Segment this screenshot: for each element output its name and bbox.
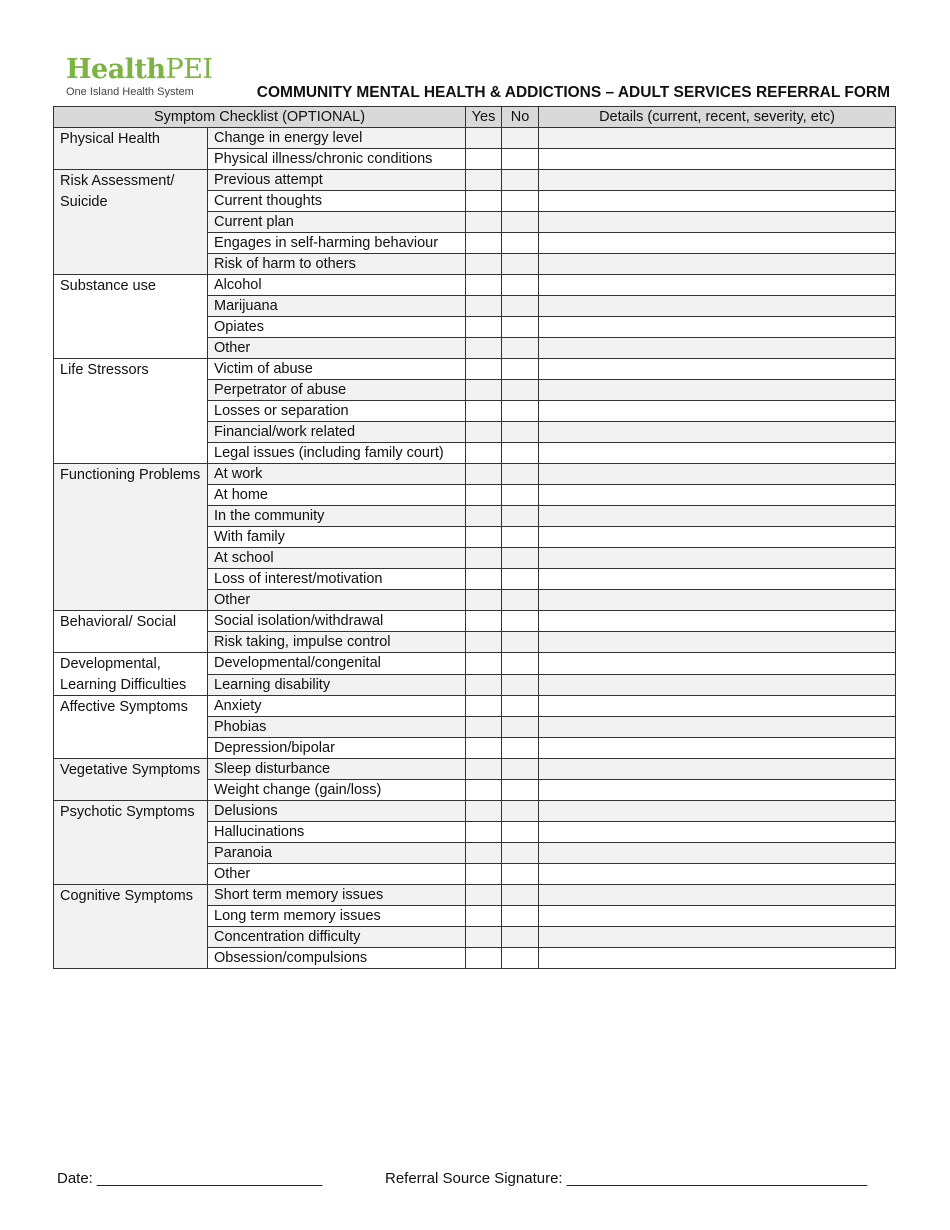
details-cell[interactable] bbox=[539, 527, 896, 548]
yes-checkbox-cell[interactable] bbox=[466, 738, 502, 759]
details-cell[interactable] bbox=[539, 254, 896, 275]
yes-checkbox-cell[interactable] bbox=[466, 338, 502, 359]
symptom-cell: Social isolation/withdrawal bbox=[208, 611, 466, 632]
symptom-cell: Victim of abuse bbox=[208, 359, 466, 380]
details-cell[interactable] bbox=[539, 590, 896, 611]
yes-checkbox-cell[interactable] bbox=[466, 548, 502, 569]
symptom-cell: Hallucinations bbox=[208, 822, 466, 843]
yes-checkbox-cell[interactable] bbox=[466, 906, 502, 927]
details-cell[interactable] bbox=[539, 338, 896, 359]
yes-checkbox-cell[interactable] bbox=[466, 632, 502, 653]
no-checkbox-cell[interactable] bbox=[502, 632, 539, 653]
table-row bbox=[54, 696, 896, 717]
yes-checkbox-cell[interactable] bbox=[466, 759, 502, 780]
no-checkbox-cell[interactable] bbox=[502, 233, 539, 254]
table-row bbox=[54, 611, 896, 632]
details-cell[interactable] bbox=[539, 885, 896, 906]
symptom-cell: Change in energy level bbox=[208, 128, 466, 149]
details-cell[interactable] bbox=[539, 864, 896, 885]
logo-brand-health: Health bbox=[66, 54, 166, 85]
checklist-body bbox=[54, 128, 896, 969]
table-row bbox=[54, 885, 896, 906]
symptom-cell: Weight change (gain/loss) bbox=[208, 780, 466, 801]
yes-checkbox-cell[interactable] bbox=[466, 464, 502, 485]
no-checkbox-cell[interactable] bbox=[502, 569, 539, 590]
header-symptom-checklist: Symptom Checklist (OPTIONAL) bbox=[54, 107, 466, 128]
symptom-cell: At work bbox=[208, 464, 466, 485]
yes-checkbox-cell[interactable] bbox=[466, 212, 502, 233]
details-cell[interactable] bbox=[539, 843, 896, 864]
no-checkbox-cell[interactable] bbox=[502, 443, 539, 464]
category-cell: Functioning Problems bbox=[54, 464, 208, 611]
no-checkbox-cell[interactable] bbox=[502, 548, 539, 569]
no-checkbox-cell[interactable] bbox=[502, 296, 539, 317]
category-cell: Life Stressors bbox=[54, 359, 208, 464]
header-details: Details (current, recent, severity, etc) bbox=[539, 107, 896, 128]
symptom-cell: Risk taking, impulse control bbox=[208, 632, 466, 653]
no-checkbox-cell[interactable] bbox=[502, 822, 539, 843]
symptom-cell: Sleep disturbance bbox=[208, 759, 466, 780]
details-cell[interactable] bbox=[539, 422, 896, 443]
symptom-cell: Engages in self-harming behaviour bbox=[208, 233, 466, 254]
table-row bbox=[54, 275, 896, 296]
symptom-cell: Other bbox=[208, 590, 466, 611]
no-checkbox-cell[interactable] bbox=[502, 717, 539, 738]
no-checkbox-cell[interactable] bbox=[502, 422, 539, 443]
no-checkbox-cell[interactable] bbox=[502, 759, 539, 780]
symptom-cell: Legal issues (including family court) bbox=[208, 443, 466, 464]
category-cell: Risk Assessment/ Suicide bbox=[54, 170, 208, 275]
category-cell: Physical Health bbox=[54, 128, 208, 170]
no-checkbox-cell[interactable] bbox=[502, 801, 539, 822]
no-checkbox-cell[interactable] bbox=[502, 738, 539, 759]
logo-tagline: One Island Health System bbox=[66, 86, 194, 98]
symptom-cell: Alcohol bbox=[208, 275, 466, 296]
symptom-cell: Physical illness/chronic conditions bbox=[208, 149, 466, 170]
yes-checkbox-cell[interactable] bbox=[466, 422, 502, 443]
details-cell[interactable] bbox=[539, 128, 896, 149]
symptom-cell: Obsession/compulsions bbox=[208, 948, 466, 969]
yes-checkbox-cell[interactable] bbox=[466, 443, 502, 464]
symptom-cell: Marijuana bbox=[208, 296, 466, 317]
table-row bbox=[54, 170, 896, 191]
yes-checkbox-cell[interactable] bbox=[466, 233, 502, 254]
details-cell[interactable] bbox=[539, 948, 896, 969]
table-header-row bbox=[54, 107, 896, 128]
yes-checkbox-cell[interactable] bbox=[466, 780, 502, 801]
logo-brand-pei: PEI bbox=[165, 54, 213, 85]
details-cell[interactable] bbox=[539, 696, 896, 717]
details-cell[interactable] bbox=[539, 170, 896, 191]
table-row bbox=[54, 359, 896, 380]
yes-checkbox-cell[interactable] bbox=[466, 569, 502, 590]
no-checkbox-cell[interactable] bbox=[502, 464, 539, 485]
no-checkbox-cell[interactable] bbox=[502, 191, 539, 212]
yes-checkbox-cell[interactable] bbox=[466, 359, 502, 380]
form-title: COMMUNITY MENTAL HEALTH & ADDICTIONS – ADULT SERVICES REFERRAL FORM bbox=[256, 84, 890, 101]
yes-checkbox-cell[interactable] bbox=[466, 401, 502, 422]
details-cell[interactable] bbox=[539, 296, 896, 317]
symptom-cell: Risk of harm to others bbox=[208, 254, 466, 275]
yes-checkbox-cell[interactable] bbox=[466, 527, 502, 548]
no-checkbox-cell[interactable] bbox=[502, 948, 539, 969]
yes-checkbox-cell[interactable] bbox=[466, 380, 502, 401]
yes-checkbox-cell[interactable] bbox=[466, 296, 502, 317]
category-cell: Behavioral/ Social bbox=[54, 611, 208, 653]
symptom-cell: Paranoia bbox=[208, 843, 466, 864]
no-checkbox-cell[interactable] bbox=[502, 401, 539, 422]
yes-checkbox-cell[interactable] bbox=[466, 674, 502, 696]
details-cell[interactable] bbox=[539, 632, 896, 653]
yes-checkbox-cell[interactable] bbox=[466, 864, 502, 885]
symptom-cell: At home bbox=[208, 485, 466, 506]
symptom-cell: Previous attempt bbox=[208, 170, 466, 191]
symptom-cell: Developmental/congenital bbox=[208, 653, 466, 675]
yes-checkbox-cell[interactable] bbox=[466, 275, 502, 296]
symptom-cell: Concentration difficulty bbox=[208, 927, 466, 948]
no-checkbox-cell[interactable] bbox=[502, 170, 539, 191]
details-cell[interactable] bbox=[539, 927, 896, 948]
details-cell[interactable] bbox=[539, 674, 896, 696]
details-cell[interactable] bbox=[539, 569, 896, 590]
no-checkbox-cell[interactable] bbox=[502, 275, 539, 296]
no-checkbox-cell[interactable] bbox=[502, 674, 539, 696]
category-cell: Cognitive Symptoms bbox=[54, 885, 208, 969]
details-cell[interactable] bbox=[539, 759, 896, 780]
symptom-cell: Current thoughts bbox=[208, 191, 466, 212]
no-checkbox-cell[interactable] bbox=[502, 653, 539, 675]
yes-checkbox-cell[interactable] bbox=[466, 611, 502, 632]
no-checkbox-cell[interactable] bbox=[502, 212, 539, 233]
details-cell[interactable] bbox=[539, 780, 896, 801]
yes-checkbox-cell[interactable] bbox=[466, 927, 502, 948]
no-checkbox-cell[interactable] bbox=[502, 338, 539, 359]
no-checkbox-cell[interactable] bbox=[502, 885, 539, 906]
symptom-cell: Opiates bbox=[208, 317, 466, 338]
symptom-cell: At school bbox=[208, 548, 466, 569]
details-cell[interactable] bbox=[539, 653, 896, 675]
logo-brand bbox=[66, 55, 213, 85]
details-cell[interactable] bbox=[539, 149, 896, 170]
details-cell[interactable] bbox=[539, 233, 896, 254]
details-cell[interactable] bbox=[539, 506, 896, 527]
yes-checkbox-cell[interactable] bbox=[466, 317, 502, 338]
table-row bbox=[54, 128, 896, 149]
no-checkbox-cell[interactable] bbox=[502, 780, 539, 801]
yes-checkbox-cell[interactable] bbox=[466, 506, 502, 527]
details-cell[interactable] bbox=[539, 443, 896, 464]
symptom-checklist-table bbox=[53, 106, 896, 969]
details-cell[interactable] bbox=[539, 717, 896, 738]
category-cell: Affective Symptoms bbox=[54, 696, 208, 759]
symptom-cell: Long term memory issues bbox=[208, 906, 466, 927]
no-checkbox-cell[interactable] bbox=[502, 380, 539, 401]
details-cell[interactable] bbox=[539, 401, 896, 422]
symptom-cell: Phobias bbox=[208, 717, 466, 738]
no-checkbox-cell[interactable] bbox=[502, 506, 539, 527]
yes-checkbox-cell[interactable] bbox=[466, 948, 502, 969]
symptom-cell: Delusions bbox=[208, 801, 466, 822]
details-cell[interactable] bbox=[539, 275, 896, 296]
no-checkbox-cell[interactable] bbox=[502, 128, 539, 149]
no-checkbox-cell[interactable] bbox=[502, 254, 539, 275]
symptom-cell: Anxiety bbox=[208, 696, 466, 717]
symptom-cell: Depression/bipolar bbox=[208, 738, 466, 759]
no-checkbox-cell[interactable] bbox=[502, 696, 539, 717]
yes-checkbox-cell[interactable] bbox=[466, 191, 502, 212]
header-yes: Yes bbox=[466, 107, 502, 128]
no-checkbox-cell[interactable] bbox=[502, 359, 539, 380]
no-checkbox-cell[interactable] bbox=[502, 864, 539, 885]
header-no: No bbox=[502, 107, 539, 128]
symptom-cell: Losses or separation bbox=[208, 401, 466, 422]
details-cell[interactable] bbox=[539, 359, 896, 380]
symptom-cell: Current plan bbox=[208, 212, 466, 233]
table-row bbox=[54, 801, 896, 822]
symptom-cell: Short term memory issues bbox=[208, 885, 466, 906]
details-cell[interactable] bbox=[539, 801, 896, 822]
table-row bbox=[54, 464, 896, 485]
symptom-cell: Financial/work related bbox=[208, 422, 466, 443]
no-checkbox-cell[interactable] bbox=[502, 527, 539, 548]
no-checkbox-cell[interactable] bbox=[502, 317, 539, 338]
details-cell[interactable] bbox=[539, 906, 896, 927]
details-cell[interactable] bbox=[539, 485, 896, 506]
details-cell[interactable] bbox=[539, 317, 896, 338]
yes-checkbox-cell[interactable] bbox=[466, 696, 502, 717]
no-checkbox-cell[interactable] bbox=[502, 906, 539, 927]
details-cell[interactable] bbox=[539, 380, 896, 401]
symptom-cell: Loss of interest/motivation bbox=[208, 569, 466, 590]
symptom-cell: With family bbox=[208, 527, 466, 548]
details-cell[interactable] bbox=[539, 464, 896, 485]
details-cell[interactable] bbox=[539, 611, 896, 632]
date-field[interactable]: Date: ___________________________ bbox=[57, 1170, 323, 1187]
no-checkbox-cell[interactable] bbox=[502, 485, 539, 506]
yes-checkbox-cell[interactable] bbox=[466, 485, 502, 506]
yes-checkbox-cell[interactable] bbox=[466, 885, 502, 906]
symptom-cell: Learning disability bbox=[208, 674, 466, 696]
yes-checkbox-cell[interactable] bbox=[466, 843, 502, 864]
category-cell: Substance use bbox=[54, 275, 208, 359]
yes-checkbox-cell[interactable] bbox=[466, 801, 502, 822]
yes-checkbox-cell[interactable] bbox=[466, 149, 502, 170]
referral-signature-field[interactable]: Referral Source Signature: ____________________________________ bbox=[385, 1170, 868, 1187]
no-checkbox-cell[interactable] bbox=[502, 927, 539, 948]
yes-checkbox-cell[interactable] bbox=[466, 254, 502, 275]
table-row bbox=[54, 759, 896, 780]
details-cell[interactable] bbox=[539, 822, 896, 843]
symptom-cell: In the community bbox=[208, 506, 466, 527]
yes-checkbox-cell[interactable] bbox=[466, 128, 502, 149]
yes-checkbox-cell[interactable] bbox=[466, 653, 502, 675]
details-cell[interactable] bbox=[539, 212, 896, 233]
symptom-cell: Other bbox=[208, 338, 466, 359]
category-cell: Psychotic Symptoms bbox=[54, 801, 208, 885]
no-checkbox-cell[interactable] bbox=[502, 843, 539, 864]
table-row bbox=[54, 653, 896, 675]
symptom-cell: Other bbox=[208, 864, 466, 885]
category-cell: Vegetative Symptoms bbox=[54, 759, 208, 801]
health-pei-logo bbox=[66, 55, 213, 98]
no-checkbox-cell[interactable] bbox=[502, 611, 539, 632]
yes-checkbox-cell[interactable] bbox=[466, 590, 502, 611]
yes-checkbox-cell[interactable] bbox=[466, 822, 502, 843]
details-cell[interactable] bbox=[539, 548, 896, 569]
yes-checkbox-cell[interactable] bbox=[466, 717, 502, 738]
no-checkbox-cell[interactable] bbox=[502, 590, 539, 611]
yes-checkbox-cell[interactable] bbox=[466, 170, 502, 191]
details-cell[interactable] bbox=[539, 738, 896, 759]
no-checkbox-cell[interactable] bbox=[502, 149, 539, 170]
details-cell[interactable] bbox=[539, 191, 896, 212]
symptom-cell: Perpetrator of abuse bbox=[208, 380, 466, 401]
category-cell: Developmental, Learning Difficulties bbox=[54, 653, 208, 696]
